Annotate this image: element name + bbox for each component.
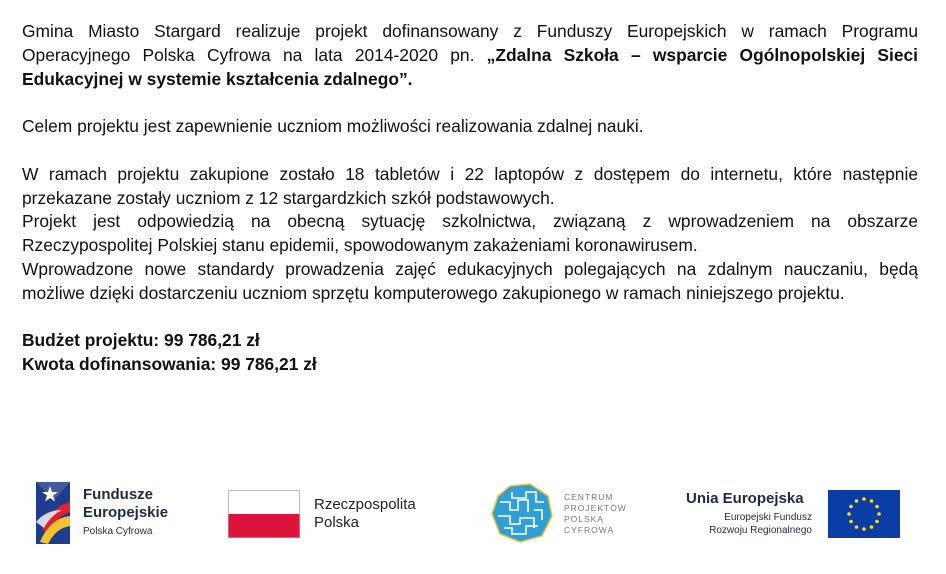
eu-star-icon [877, 512, 881, 516]
cppc-line1: CENTRUM [564, 492, 614, 502]
ue-line1: Unia Europejska [686, 490, 804, 507]
funding-line: Kwota dofinansowania: 99 786,21 zł [22, 354, 317, 375]
rp-line2: Polska [314, 514, 360, 531]
details-paragraph-1: W ramach projektu zakupione zostało 18 tabletów i 22 laptopów z dostępem do internetu, które następnie przekazane zostały uczniom z 12 stargardzkich szkół podstawowych. [22, 163, 918, 208]
document-body [22, 20, 918, 377]
eu-flag-icon [828, 490, 900, 538]
eu-star-icon [855, 499, 859, 503]
intro-text: Gmina Miasto Stargard realizuje projekt dofinansowany z Funduszy Europejskich w ramach Programu Operacyjnego Polska Cyfrowa na lata 2014-2020 pn. [22, 21, 918, 65]
goal-paragraph: Celem projektu jest zapewnienie uczniom możliwości realizowania zdalnej nauki. [22, 116, 644, 137]
eu-star-icon [847, 512, 851, 516]
fundusze-europejskie-emblem-icon [36, 482, 76, 546]
project-name: „Zdalna Szkoła – wsparcie Ogólnopolskiej Sieci Edukacyjnej w systemie kształcenia zdalnego”. [22, 44, 918, 89]
eu-star-icon [870, 499, 874, 503]
cppc-pattern-icon [490, 482, 554, 544]
unia-europejska-logo [680, 486, 910, 546]
polish-flag-icon [228, 490, 300, 538]
ue-line2: Europejski Fundusz [724, 512, 812, 523]
eu-star-icon [849, 505, 853, 509]
fe-line3: Polska Cyfrowa [83, 526, 153, 537]
eu-star-icon [849, 520, 853, 524]
fe-line2: Europejskie [83, 504, 169, 521]
ue-line3: Rozwoju Regionalnego [709, 525, 812, 536]
rp-line1: Rzeczpospolita [314, 496, 416, 513]
eu-star-icon [855, 525, 859, 529]
rzeczpospolita-polska-logo [228, 488, 448, 544]
cppc-logo [490, 482, 640, 548]
eu-star-icon [862, 497, 866, 501]
eu-star-icon [862, 527, 866, 531]
details-paragraph-3: Wprowadzone nowe standardy prowadzenia zajęć edukacyjnych polegających na zdalnym nauczaniu, będą możliwe dzięki dostarczeniu uczniom sprzętu komputerowego zakupionego w ramach niniejszego projektu. [22, 258, 918, 303]
intro-paragraph [22, 20, 918, 91]
details-paragraph-2: Projekt jest odpowiedzią na obecną sytuację szkolnictwa, związaną z wprowadzeniem na obszarze Rzeczypospolitej Polskiej stanu epidemii, spowodowanym zakażeniami koronawirusem. [22, 211, 918, 256]
eu-star-icon [875, 520, 879, 524]
cppc-line3: POLSKA [564, 514, 605, 524]
logo-bar [0, 470, 946, 574]
cppc-line2: PROJEKTÓW [564, 503, 627, 513]
budget-line: Budżet projektu: 99 786,21 zł [22, 330, 260, 351]
eu-star-icon [870, 525, 874, 529]
cppc-line4: CYFROWA [564, 525, 615, 535]
fundusze-europejskie-logo [36, 480, 206, 550]
fe-line1: Fundusze [83, 486, 153, 503]
eu-star-icon [875, 505, 879, 509]
